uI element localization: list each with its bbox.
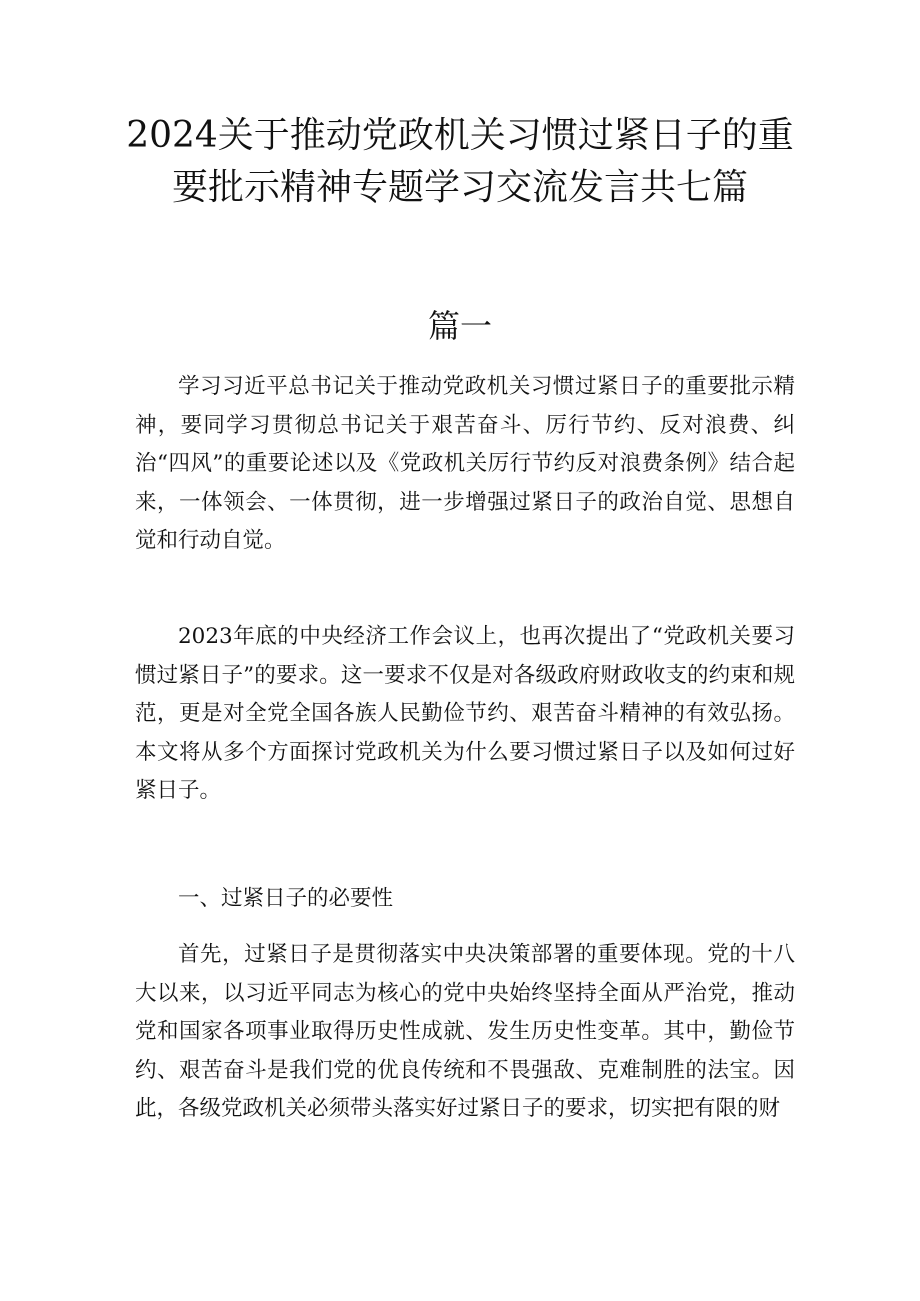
- subheading-necessity: 一、过紧日子的必要性: [178, 886, 394, 911]
- document-title: 2024关于推动党政机关习惯过紧日子的重要批示精神专题学习交流发言共七篇: [126, 115, 794, 208]
- section-title: 篇一: [427, 307, 492, 345]
- paragraph-3: 首先，过紧日子是贯彻落实中央决策部署的重要体现。党的十八大以来，以习近平同志为核心的党中央始终坚持全面从严治党，推动党和国家各项事业取得历史性成就、发生历史性变革。其中，勤俭节约、艰苦奋斗是我们党的优良传统和不畏强敌、克难制胜的法宝。因此，各级党政机关必须带头落实好过紧日子的要求，切实把有限的财: [135, 942, 795, 1121]
- paragraph-2: 2023年底的中央经济工作会议上，也再次提出了“党政机关要习惯过紧日子”的要求。这一要求不仅是对各级政府财政收支的约束和规范，更是对全党全国各族人民勤俭节约、艰苦奋斗精神的有效弘扬。本文将从多个方面探讨党政机关为什么要习惯过紧日子以及如何过好紧日子。: [135, 624, 795, 803]
- paragraph-1: 学习习近平总书记关于推动党政机关习惯过紧日子的重要批示精神，要同学习贯彻总书记关于艰苦奋斗、厉行节约、反对浪费、纠治“四风”的重要论述以及《党政机关厉行节约反对浪费条例》结合起来，一体领会、一体贯彻，进一步增强过紧日子的政治自觉、思想自觉和行动自觉。: [135, 374, 795, 553]
